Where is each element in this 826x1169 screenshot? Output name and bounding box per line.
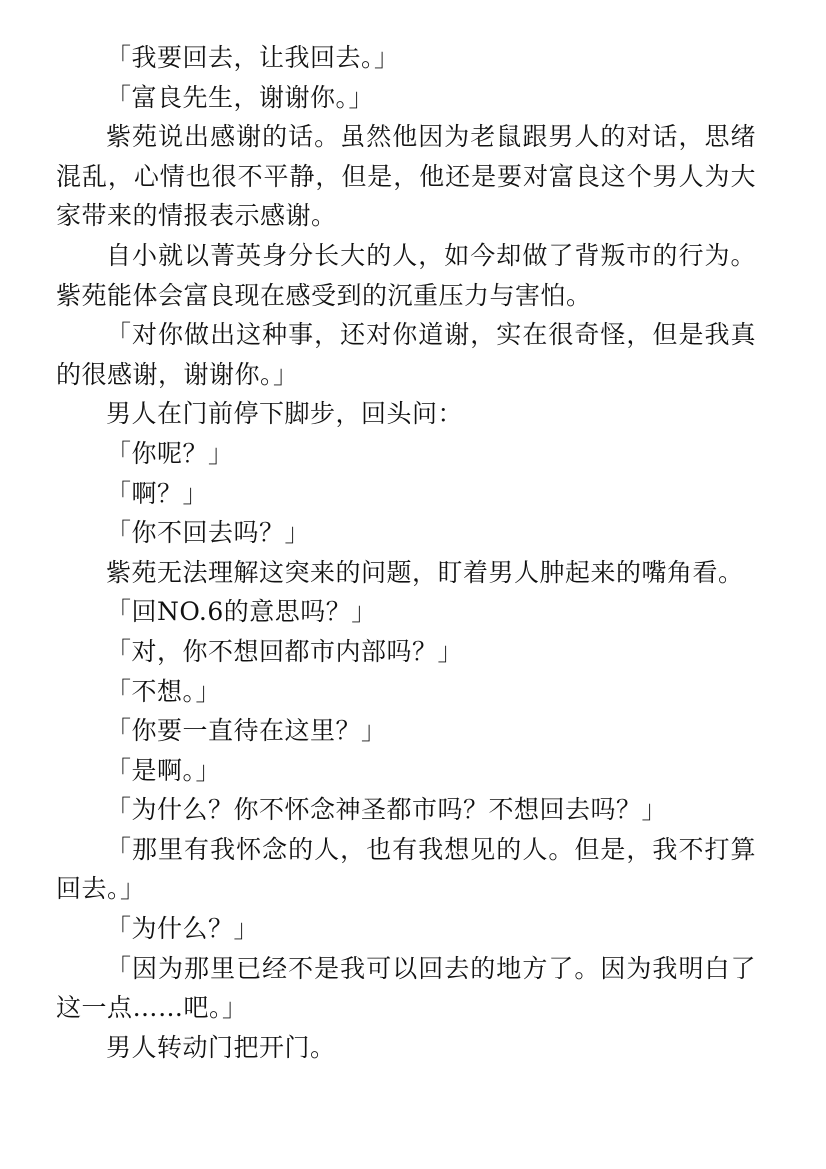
paragraph-1: 「我要回去，让我回去。」	[106, 43, 400, 72]
paragraph-4: 自小就以菁英身分长大的人，如今却做了背叛市的行为。紫苑能体会富良现在感受到的沉重压力与害怕。	[56, 240, 756, 310]
paragraph-3: 紫苑说出感谢的话。虽然他因为老鼠跟男人的对话，思绪混乱，心情也很不平静，但是，他还是要对富良这个男人为大家带来的情报表示感谢。	[56, 122, 756, 231]
paragraph-8: 「啊？」	[106, 478, 209, 508]
paragraph-19: 「因为那里已经不是我可以回去的地方了。因为我明白了这一点……吧。」	[56, 953, 756, 1023]
paragraph-7: 「你呢？」	[106, 438, 234, 468]
paragraph-20: 男人转动门把开门。	[106, 1032, 336, 1062]
paragraph-6: 男人在门前停下脚步，回头问：	[106, 399, 464, 429]
paragraph-15: 「是啊。」	[106, 755, 222, 785]
paragraph-5: 「对你做出这种事，还对你道谢，实在很奇怪，但是我真的很感谢，谢谢你。」	[56, 320, 756, 389]
paragraph-13: 「不想。」	[106, 676, 222, 706]
paragraph-17: 「那里有我怀念的人，也有我想见的人。但是，我不打算回去。」	[56, 834, 756, 904]
paragraph-2: 「富良先生，谢谢你。」	[106, 82, 375, 112]
paragraph-12: 「对，你不想回都市内部吗？」	[106, 636, 464, 666]
paragraph-16: 「为什么？你不怀念神圣都市吗？不想回去吗？」	[106, 795, 668, 825]
paragraph-10: 紫苑无法理解这突来的问题，盯着男人肿起来的嘴角看。	[106, 557, 744, 587]
paragraph-9: 「你不回去吗？」	[106, 518, 311, 548]
paragraph-11: 「回NO.6的意思吗？」	[106, 597, 377, 627]
document-page	[56, 38, 756, 1067]
paragraph-14: 「你要一直待在这里？」	[106, 716, 387, 746]
paragraph-18: 「为什么？」	[106, 914, 260, 944]
